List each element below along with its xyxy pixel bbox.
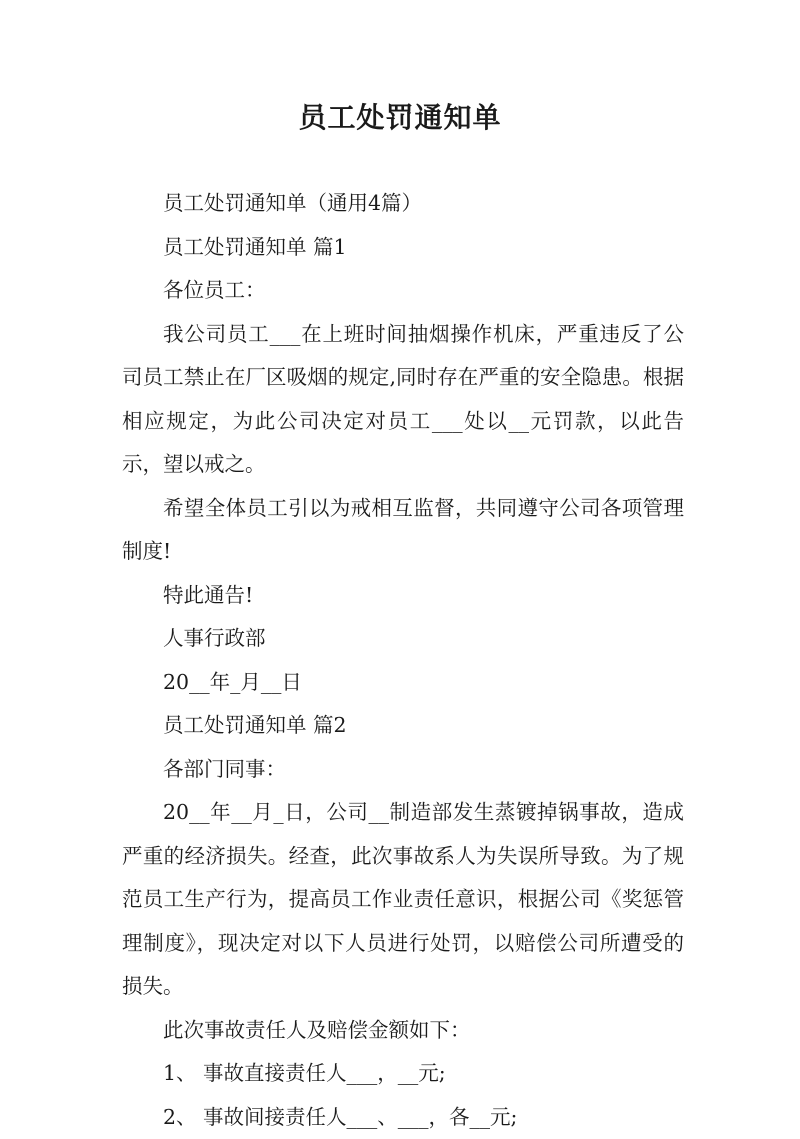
body-paragraph: 我公司员工___在上班时间抽烟操作机床，严重违反了公司员工禁止在厂区吸烟的规定,同时存在严重的安全隐患。根据相应规定，为此公司决定对员工___处以__元罚款，以此告示，望以戒之。 [122,313,684,487]
date-line: 20__年_月__日 [122,661,684,705]
body-paragraph: 此次事故责任人及赔偿金额如下： [122,1009,684,1053]
issuer-department: 人事行政部 [122,617,684,661]
document-title: 员工处罚通知单 [0,96,800,140]
salutation-1: 各位员工： [122,269,684,313]
body-paragraph: 希望全体员工引以为戒相互监督，共同遵守公司各项管理制度! [122,487,684,574]
document-body [122,182,684,1139]
section-heading-2: 员工处罚通知单 篇2 [122,704,684,748]
subtitle-paragraph: 员工处罚通知单（通用4篇） [122,182,684,226]
salutation-2: 各部门同事： [122,748,684,792]
notice-closing: 特此通告! [122,574,684,618]
list-item: 2、 事故间接责任人___、___，各__元; [122,1096,684,1139]
section-heading-1: 员工处罚通知单 篇1 [122,226,684,270]
body-paragraph: 20__年__月_日，公司__制造部发生蒸镀掉锅事故，造成严重的经济损失。经查，此次事故系人为失误所导致。为了规范员工生产行为，提高员工作业责任意识，根据公司《奖惩管理制度》，现决定对以下人员进行处罚，以赔偿公司所遭受的损失。 [122,791,684,1009]
list-item: 1、 事故直接责任人___，__元; [122,1052,684,1096]
